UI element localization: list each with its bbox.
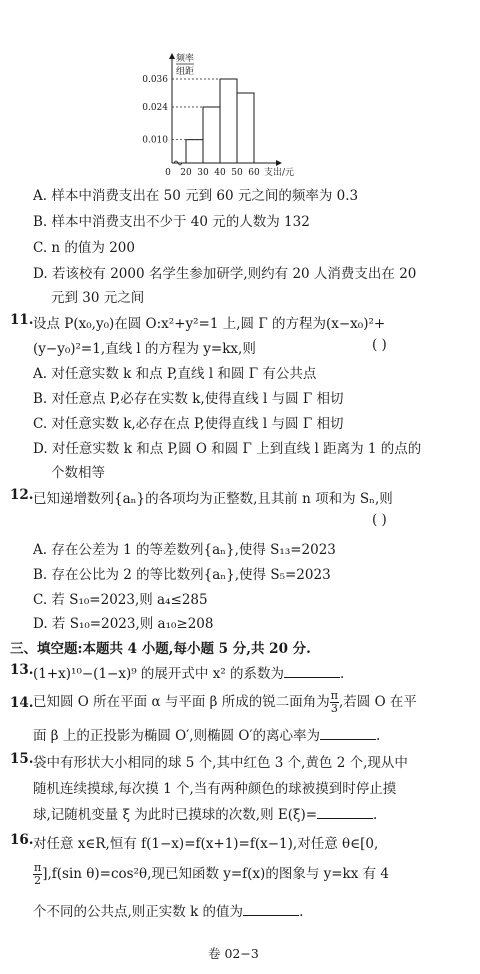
q11-line1: 设点 P(x₀,y₀)在圆 O:x²+y²=1 上,圆 Γ 的方程为(x−x₀)²+ [33, 316, 386, 332]
q11-option-a: A. 对任意实数 k 和点 P,直线 l 和圆 Γ 有公共点 [33, 366, 317, 382]
q13-number: 13. [10, 662, 34, 678]
q10-option-c: C. n 的值为 200 [33, 240, 135, 256]
q16-line2: $\frac{\pi}{2}$ ],f(sin θ)=cos²θ,现已知函数 y=f(x)的图象与 y=kx 有 4 [34, 861, 390, 887]
y-tick-label: 0.024 [142, 103, 168, 113]
y-axis-arrow [169, 53, 175, 59]
x-tick-label: 0 [165, 168, 171, 178]
y-tick-label: 0.036 [142, 75, 168, 85]
q16-fraction: $\frac{\pi}{2}$ [34, 861, 42, 887]
q10-option-d-line2: 元到 30 元之间 [51, 290, 145, 306]
x-tick-label: 60 [248, 168, 260, 178]
q14-fraction: $\frac{\pi}{3}$ [330, 689, 338, 715]
q13-text: (1+x)¹⁰−(1−x)⁹ 的展开式中 x² 的系数为 . [33, 666, 345, 682]
q11-line2: (y−y₀)²=1,直线 l 的方程为 y=kx,则 [33, 341, 256, 357]
q16-line3: 个不同的公共点,则正实数 k 的值为 . [33, 904, 304, 920]
q10-option-a: A. 样本中消费支出在 50 元到 60 元之间的频率为 0.3 [33, 188, 359, 204]
x-tick-label: 20 [180, 168, 192, 178]
histogram-bar [220, 79, 237, 163]
q12-option-d: D. 若 S₁₀=2023,则 a₁₀≥208 [33, 616, 214, 632]
q11-answer-paren: ( ) [372, 337, 387, 353]
x-tick-label: 40 [214, 168, 226, 178]
q15-line1: 袋中有形状大小相同的球 5 个,其中红色 3 个,黄色 2 个,现从中 [33, 755, 408, 771]
q11-number: 11. [10, 312, 34, 328]
page-footer: 卷 02−3 [208, 946, 259, 961]
q15-line2: 随机连续摸球,每次摸 1 个,当有两种颜色的球被摸到时停止摸 [33, 781, 397, 797]
frequency-histogram [142, 52, 310, 178]
q16-number: 16. [10, 832, 34, 848]
q13-answer-blank[interactable] [284, 664, 340, 678]
q14-line1: 已知圆 O 所在平面 α 与平面 β 所成的锐二面角为 $\frac{\pi}{3}$ ,若圆 O 在平 [33, 689, 417, 715]
q15-answer-blank[interactable] [317, 805, 373, 819]
q15-line3: 球,记随机变量 ξ 为此时已摸球的次数,则 E(ξ)= . [33, 807, 378, 823]
y-axis-label-top: 频率 [176, 54, 195, 64]
histogram-bar [186, 140, 203, 163]
q11-option-d-line2: 个数相等 [51, 465, 105, 481]
histogram-bar [203, 107, 220, 163]
q12-line1: 已知递增数列{aₙ}的各项均为正整数,且其前 n 项和为 Sₙ,则 [33, 491, 393, 507]
q10-option-d-line1: D. 若该校有 2000 名学生参加研学,则约有 20 人消费支出在 20 [33, 266, 417, 282]
q14-number: 14. [10, 695, 34, 711]
x-axis-arrow [276, 160, 282, 166]
x-axis-label: 支出/元 [264, 168, 295, 178]
y-axis-label-bottom: 组距 [176, 67, 195, 77]
q12-option-c: C. 若 S₁₀=2023,则 a₄≤285 [33, 592, 208, 608]
q12-option-a: A. 存在公差为 1 的等差数列{aₙ},使得 S₁₃=2023 [33, 542, 336, 558]
x-tick-label: 30 [197, 168, 209, 178]
q14-line2: 面 β 上的正投影为椭圆 O′,则椭圆 O′的离心率为 . [33, 728, 381, 744]
histogram-bar [237, 93, 254, 163]
y-tick-label: 0.010 [142, 135, 168, 146]
q14-answer-blank[interactable] [320, 726, 376, 740]
x-tick-label: 50 [231, 168, 243, 178]
section-heading: 三、填空题:本题共 4 小题,每小题 5 分,共 20 分. [10, 641, 311, 657]
q16-answer-blank[interactable] [243, 902, 299, 916]
q12-option-b: B. 存在公比为 2 的等比数列{aₙ},使得 S₅=2023 [33, 567, 331, 583]
q12-answer-paren: ( ) [372, 512, 387, 528]
q10-option-b: B. 样本中消费支出不少于 40 元的人数为 132 [33, 214, 310, 230]
q16-line1: 对任意 x∈R,恒有 f(1−x)=f(x+1)=f(x−1),对任意 θ∈[0, [33, 836, 379, 852]
q11-option-b: B. 对任意点 P,必存在实数 k,使得直线 l 与圆 Γ 相切 [33, 391, 344, 407]
q15-number: 15. [10, 751, 34, 767]
q11-option-d-line1: D. 对任意实数 k 和点 P,圆 O 和圆 Γ 上到直线 l 距离为 1 的点的 [33, 441, 422, 457]
q12-number: 12. [10, 487, 34, 503]
q11-option-c: C. 对任意实数 k,必存在点 P,使得直线 l 与圆 Γ 相切 [33, 416, 344, 432]
